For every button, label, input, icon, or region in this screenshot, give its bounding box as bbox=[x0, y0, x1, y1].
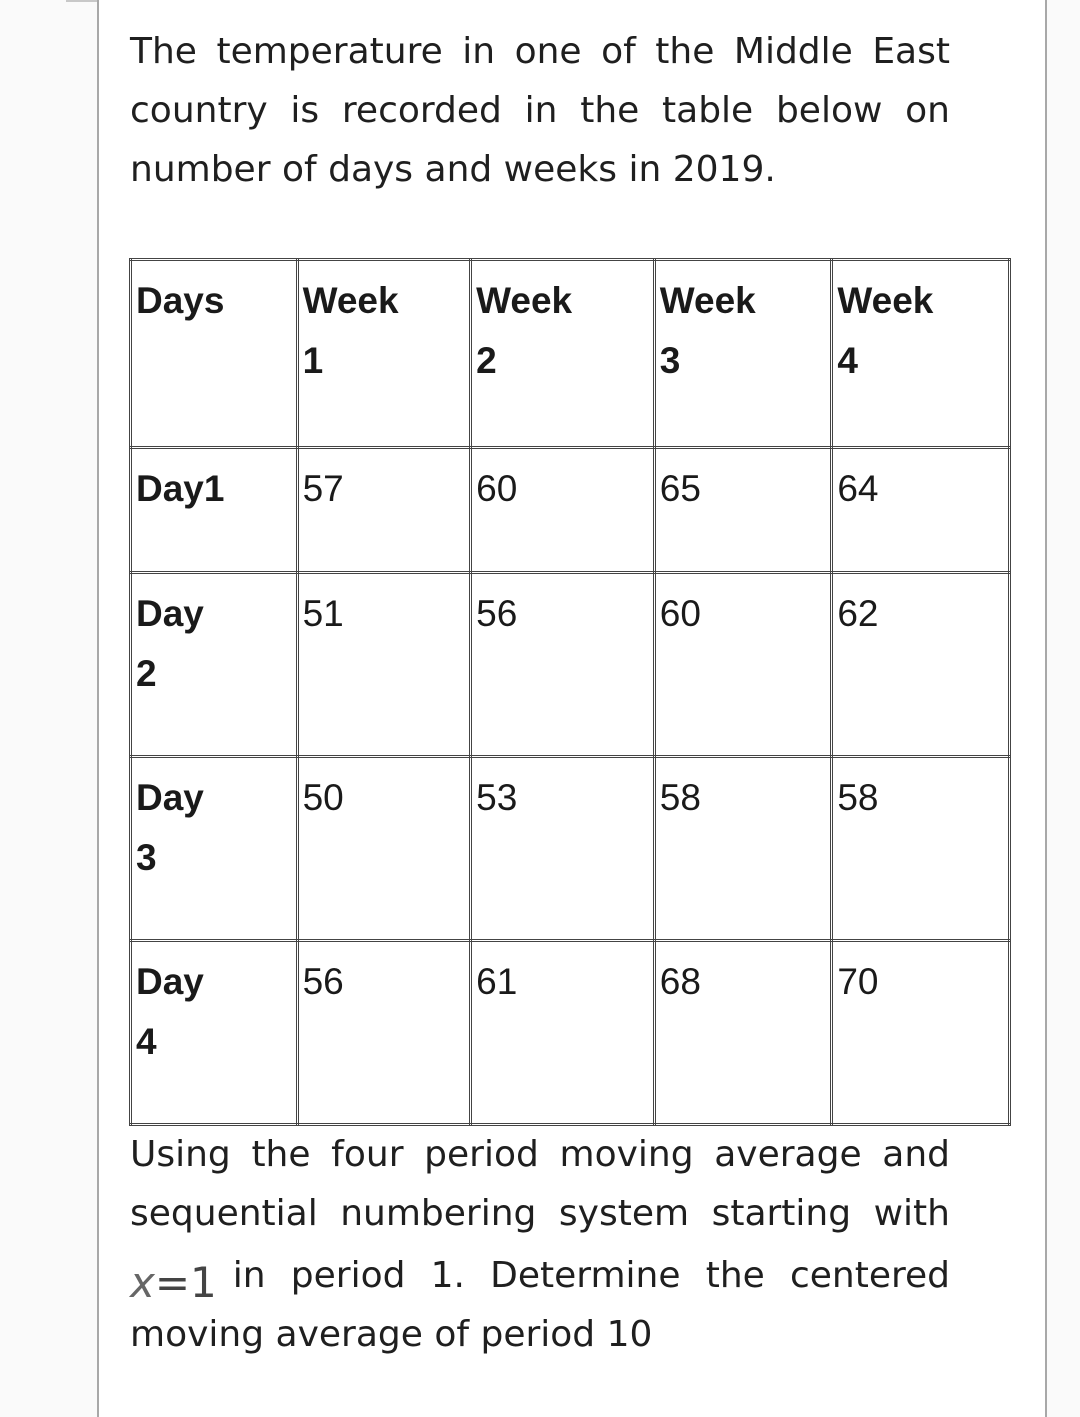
column-header-week-3: Week 3 bbox=[654, 260, 832, 448]
table-header-row bbox=[131, 260, 1010, 448]
table-cell: 51 bbox=[297, 573, 471, 757]
row-header-day-4: Day 4 bbox=[131, 941, 298, 1125]
math-equals-one: =1 bbox=[154, 1258, 217, 1307]
table-cell: 56 bbox=[471, 573, 655, 757]
table-cell: 60 bbox=[471, 448, 655, 573]
table-cell: 56 bbox=[297, 941, 471, 1125]
math-expression bbox=[130, 1253, 217, 1312]
table-row bbox=[131, 448, 1010, 573]
temperature-table bbox=[129, 258, 1011, 1126]
table-cell: 58 bbox=[654, 757, 832, 941]
math-variable: x bbox=[130, 1258, 155, 1307]
table-cell: 58 bbox=[832, 757, 1010, 941]
table-cell: 68 bbox=[654, 941, 832, 1125]
row-header-day-1: Day1 bbox=[131, 448, 298, 573]
row-header-day-3: Day 3 bbox=[131, 757, 298, 941]
table-row bbox=[131, 757, 1010, 941]
column-header-week-2: Week 2 bbox=[471, 260, 655, 448]
question-text-start: Using the four period moving average and sequential numbering system starting with bbox=[130, 1134, 950, 1234]
question-text-end: in period 1. Determine the centered moving average of period 10 bbox=[130, 1255, 950, 1355]
question-paragraph bbox=[130, 1125, 950, 1364]
table-cell: 60 bbox=[654, 573, 832, 757]
table-cell: 65 bbox=[654, 448, 832, 573]
corner-header: Days bbox=[131, 260, 298, 448]
table-cell: 64 bbox=[832, 448, 1010, 573]
table-cell: 61 bbox=[471, 941, 655, 1125]
column-header-week-4: Week 4 bbox=[832, 260, 1010, 448]
row-header-day-2: Day 2 bbox=[131, 573, 298, 757]
table-row bbox=[131, 941, 1010, 1125]
table-cell: 62 bbox=[832, 573, 1010, 757]
intro-paragraph: The temperature in one of the Middle East country is recorded in the table below on number of days and weeks in 2019. bbox=[130, 31, 950, 190]
table-cell: 50 bbox=[297, 757, 471, 941]
table-row bbox=[131, 573, 1010, 757]
table-cell: 53 bbox=[471, 757, 655, 941]
table-cell: 57 bbox=[297, 448, 471, 573]
table-cell: 70 bbox=[832, 941, 1010, 1125]
column-header-week-1: Week 1 bbox=[297, 260, 471, 448]
